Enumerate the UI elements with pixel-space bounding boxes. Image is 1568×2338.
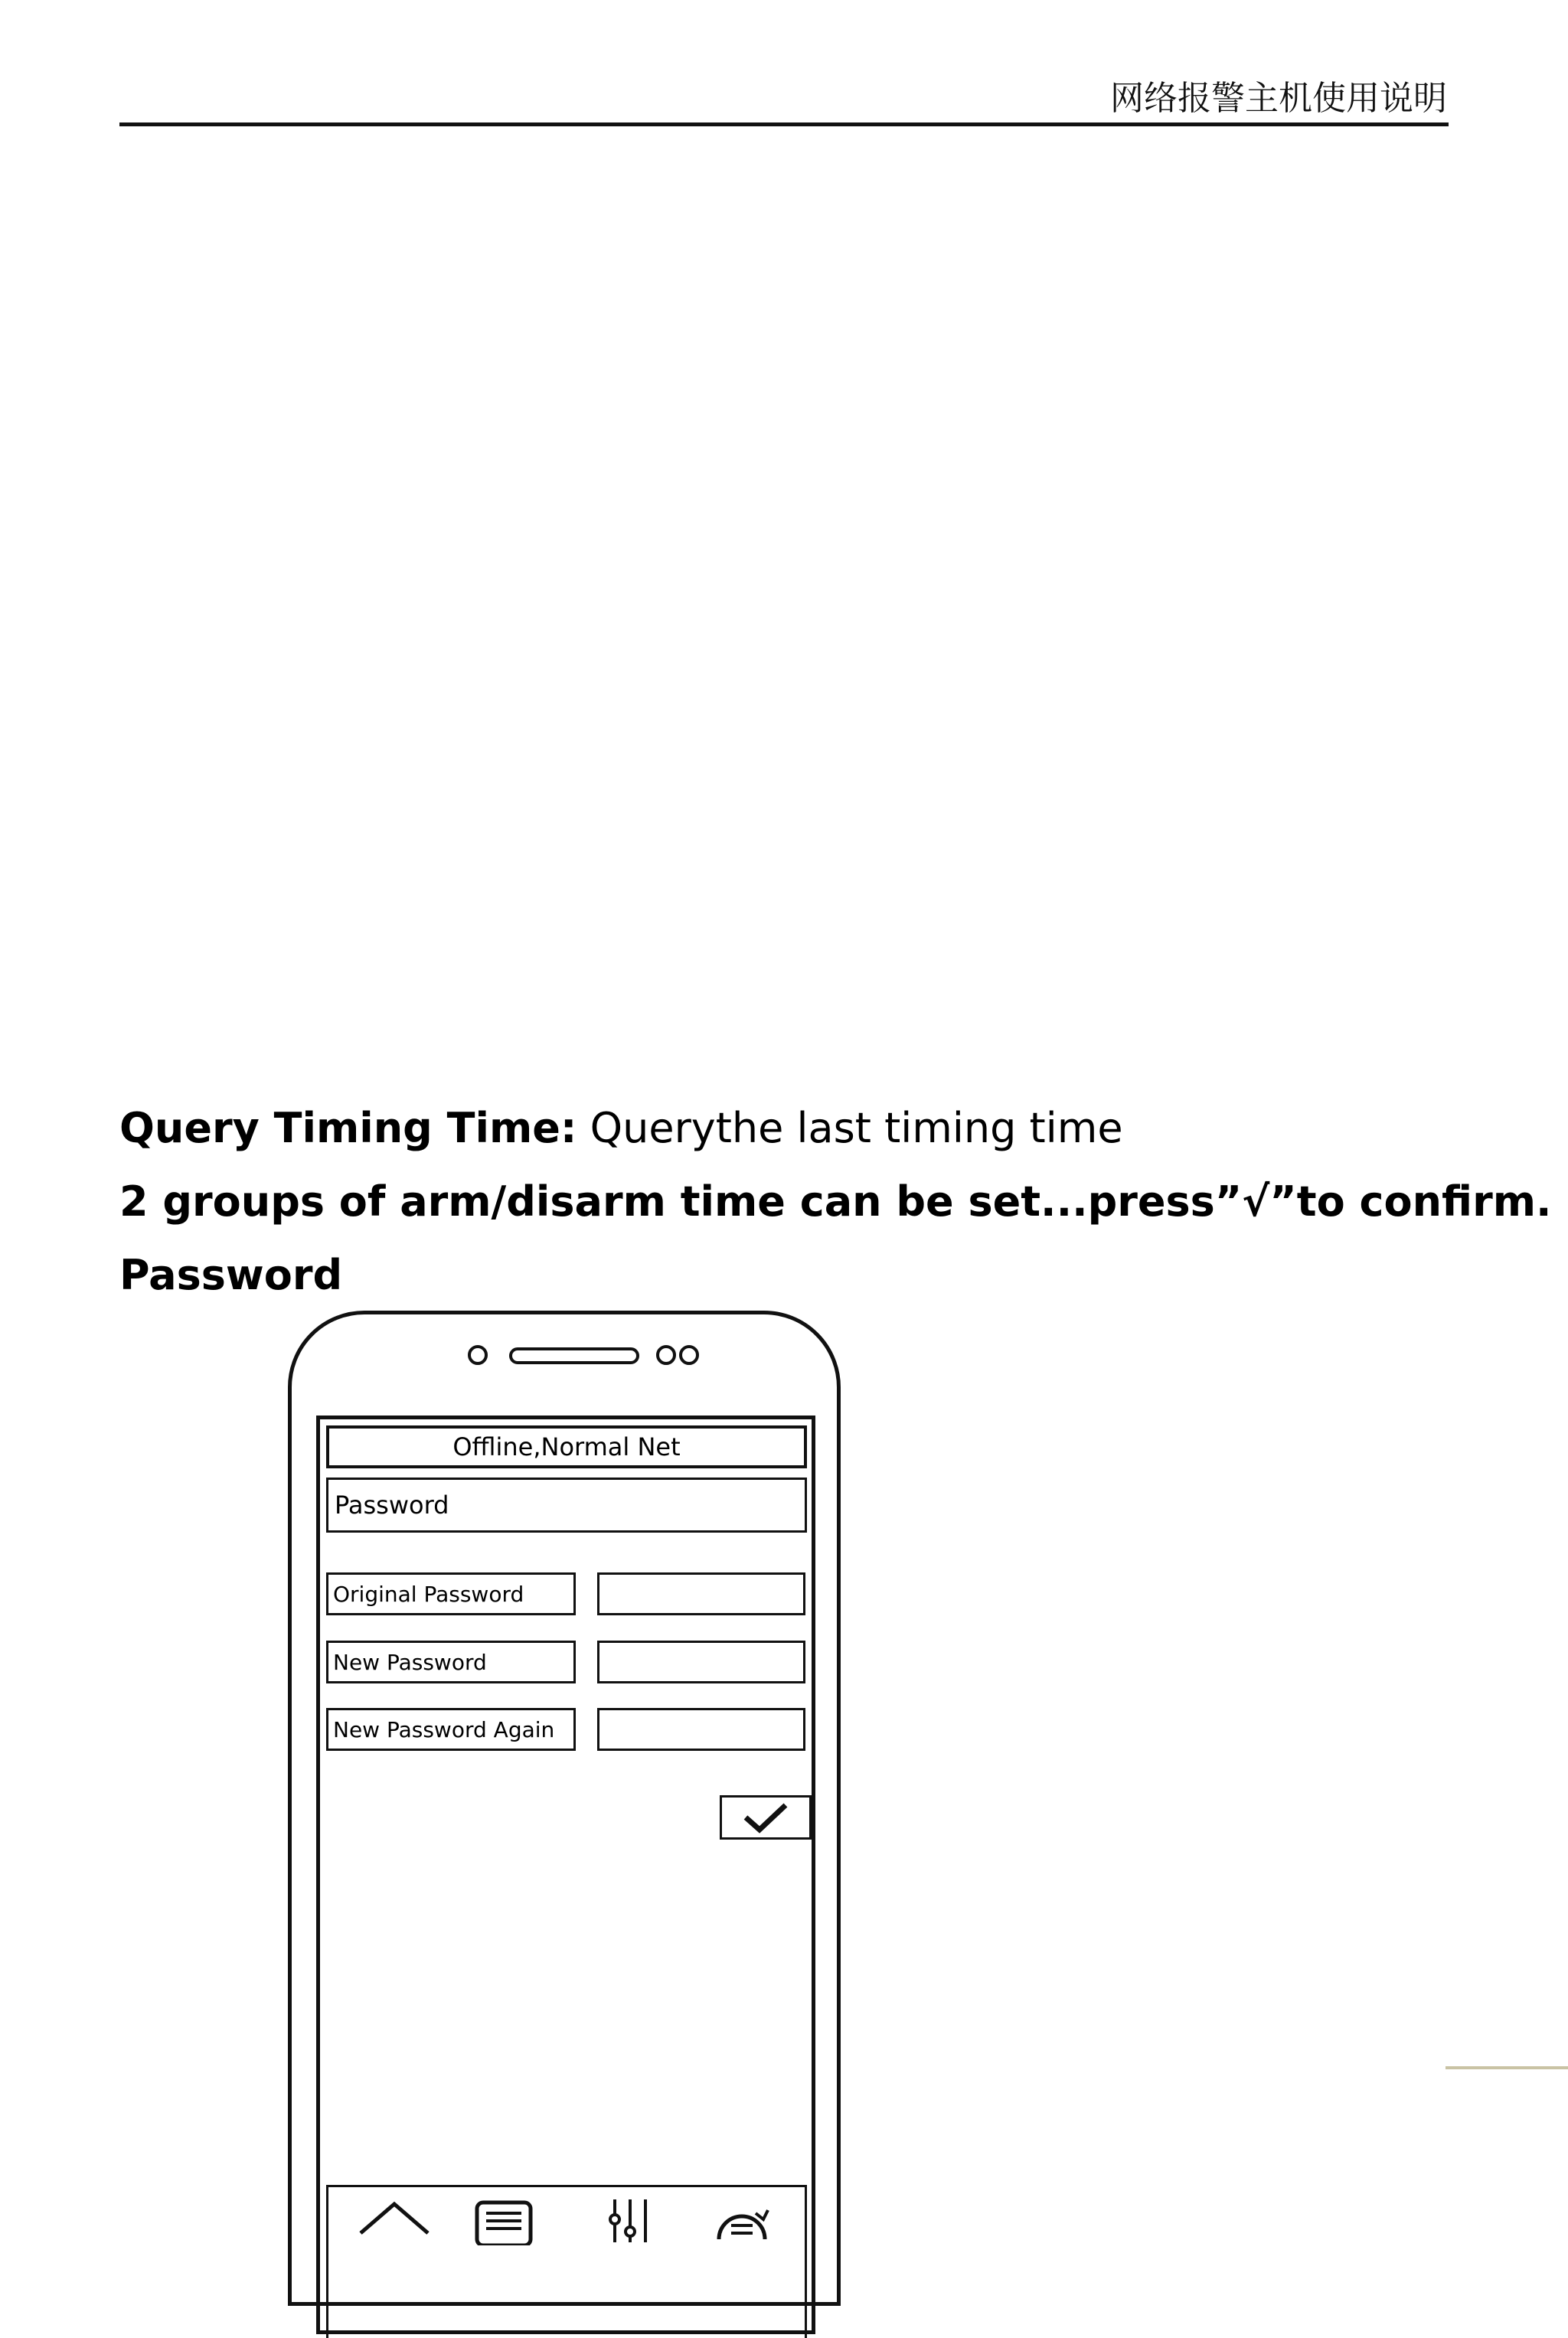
screen-title: Password — [326, 1478, 807, 1533]
query-timing-line — [119, 1104, 1123, 1152]
refresh-list-icon[interactable] — [711, 2199, 773, 2245]
bottom-nav-bar — [326, 2185, 807, 2338]
page-header-title: 网络报警主机使用说明 — [1110, 79, 1447, 118]
new-password-again-input[interactable] — [597, 1708, 805, 1751]
new-password-again-label: New Password Again — [326, 1708, 576, 1751]
query-timing-text: Querythe last timing time — [577, 1104, 1123, 1152]
header-rule — [119, 122, 1449, 126]
original-password-input[interactable] — [597, 1572, 805, 1615]
checkmark-icon — [741, 1801, 790, 1834]
section-title-password: Password — [119, 1251, 343, 1299]
status-bar: Offline,Normal Net — [326, 1425, 807, 1468]
groups-instruction: 2 groups of arm/disarm time can be set...press”√”to confirm. — [119, 1177, 1552, 1226]
confirm-button[interactable] — [720, 1795, 812, 1840]
new-password-label: New Password — [326, 1641, 576, 1683]
home-icon[interactable] — [358, 2195, 431, 2241]
sensor-dot-icon-2 — [679, 1345, 699, 1365]
original-password-label: Original Password — [326, 1572, 576, 1615]
list-icon[interactable] — [474, 2199, 535, 2245]
new-password-input[interactable] — [597, 1641, 805, 1683]
query-timing-label: Query Timing Time: — [119, 1104, 577, 1152]
phone-illustration — [288, 1311, 841, 2306]
phone-screen — [316, 1416, 815, 2334]
settings-sliders-icon[interactable] — [604, 2196, 658, 2242]
sensor-dot-icon — [656, 1345, 676, 1365]
speaker-slot-icon — [509, 1347, 639, 1364]
camera-dot-icon — [468, 1345, 488, 1365]
side-rule — [1446, 2066, 1568, 2069]
